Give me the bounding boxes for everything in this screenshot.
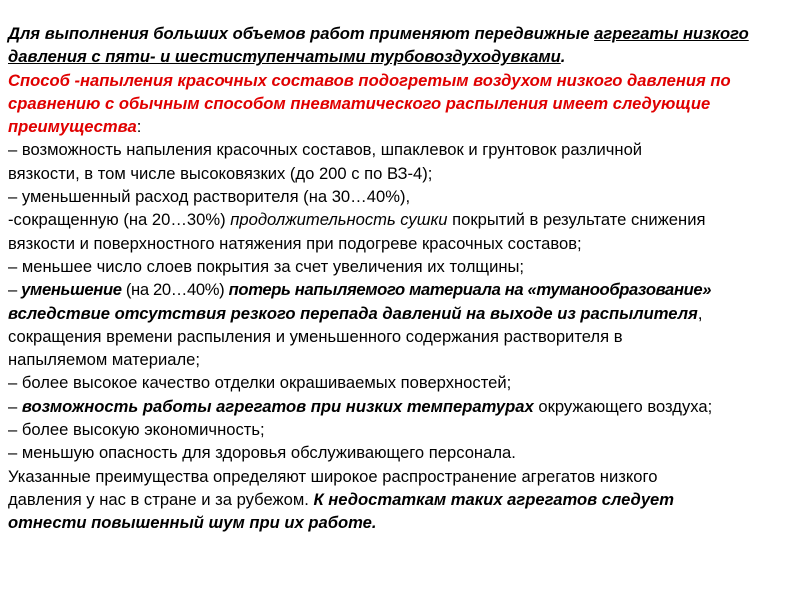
list-item: – меньшую опасность для здоровья обслуживающего персонала. [8, 443, 516, 463]
list-item [8, 208, 792, 231]
underlined-term: давления с пяти- и шестиступенчатыми турбовоздуходувками [8, 47, 561, 67]
text-line: сокращения времени распыления и уменьшенного содержания растворителя в [8, 326, 623, 346]
plain-text: : [136, 117, 142, 137]
bold-text: вследствие отсутствия резкого перепада давлений на выходе из распылителя [8, 303, 698, 323]
bold-text: возможность работы агрегатов при низких температурах [21, 396, 534, 416]
bold-text: потерь напыляемого материала на «туманообразование» [228, 280, 712, 300]
italic-text: продолжительность сушки [230, 210, 448, 230]
list-item: – уменьшенный расход растворителя (на 30…40%), [8, 187, 411, 207]
list-item [8, 395, 792, 418]
underlined-term: агрегаты низкого [594, 24, 749, 43]
text-line [8, 115, 792, 138]
slide-text-body [8, 22, 792, 535]
list-item: – меньшее число слоев покрытия за счет увеличения их толщины; [8, 256, 525, 276]
bold-text: Для выполнения больших объемов работ применяют передвижные [8, 24, 595, 43]
plain-text: окружающего воздуха; [533, 396, 713, 416]
list-item: – более высокое качество отделки окрашиваемых поверхностей; [8, 373, 512, 393]
text-line: вязкости, в том числе высоковязких (до 200 с по ВЗ-4); [8, 163, 433, 183]
plain-text: , [697, 303, 703, 323]
plain-text: – [8, 396, 22, 416]
bold-text: К недостаткам таких агрегатов следует [313, 489, 675, 509]
text-line [8, 302, 792, 325]
text-line [8, 488, 792, 511]
bold-text: . [560, 47, 566, 67]
bold-line: отнести повышенный шум при их работе. [8, 513, 377, 533]
list-item: – возможность напыления красочных составов, шпаклевок и грунтовок различной [8, 140, 643, 160]
list-item [8, 278, 792, 301]
text-line [8, 22, 792, 45]
plain-text: (на 20…40%) [121, 280, 229, 300]
highlight-text: преимущества [8, 117, 137, 137]
highlight-line: сравнению с обычным способом пневматического распыления имеет следующие [8, 93, 711, 113]
highlight-line: Способ -напыления красочных составов подогретым воздухом низкого давления по [8, 70, 731, 90]
list-item: – более высокую экономичность; [8, 420, 265, 440]
bold-text: уменьшение [21, 280, 122, 300]
plain-text: давления у нас в стране и за рубежом. [8, 489, 314, 509]
plain-text: – [8, 280, 22, 300]
text-line: Указанные преимущества определяют широкое распространение агрегатов низкого [8, 466, 658, 486]
plain-text: -сокращенную (на 20…30%) [8, 210, 231, 230]
text-line [8, 45, 792, 68]
text-line: напыляемом материале; [8, 350, 201, 370]
text-line: вязкости и поверхностного натяжения при подогреве красочных составов; [8, 233, 582, 253]
plain-text: покрытий в результате снижения [447, 210, 706, 230]
